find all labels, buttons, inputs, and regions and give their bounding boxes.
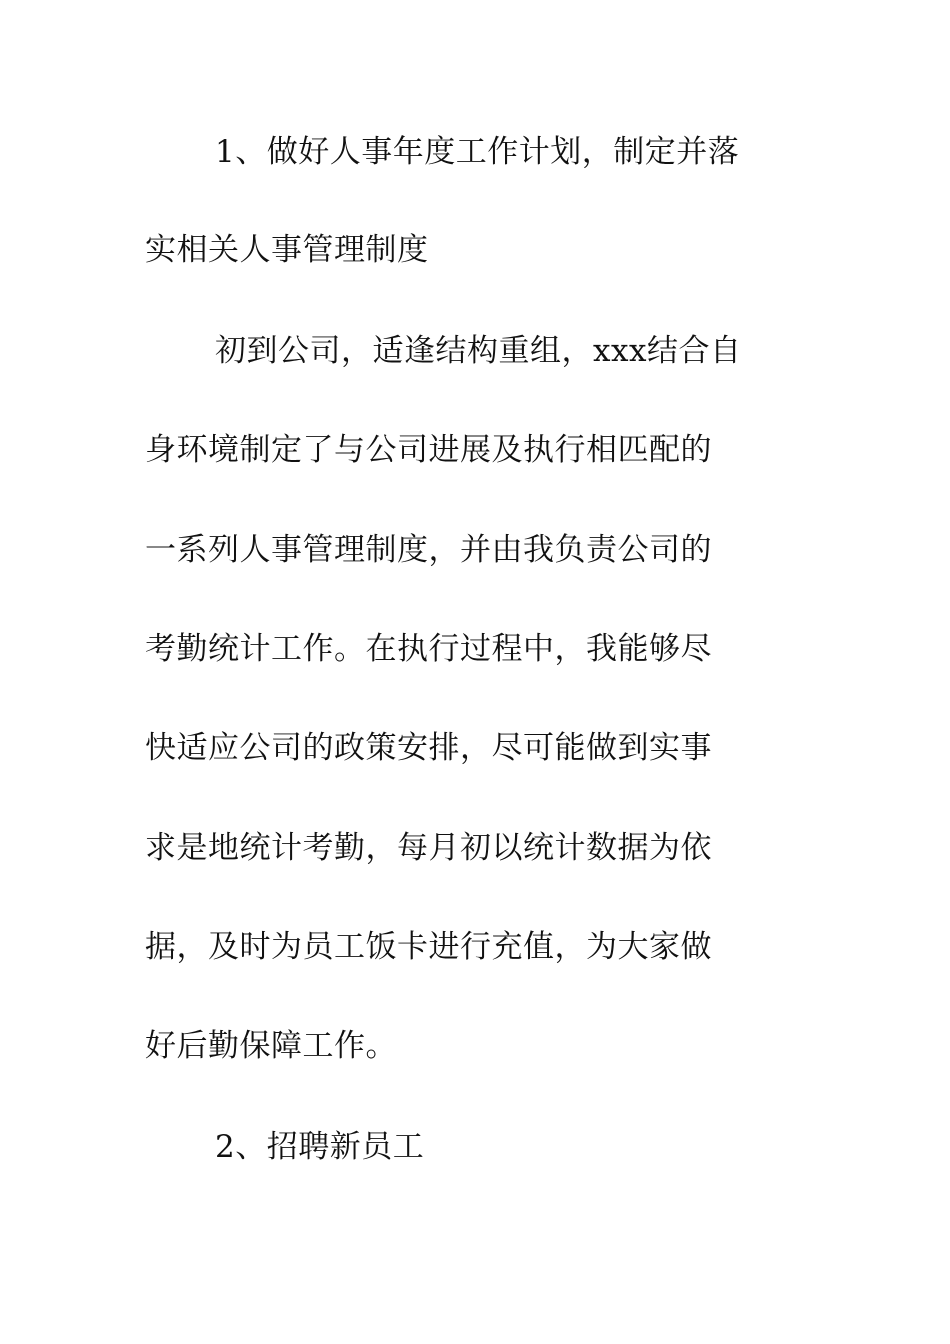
text-line: 一系列人事管理制度，并由我负责公司的	[145, 532, 712, 568]
section-heading-1: 1、做好人事年度工作计划，制定并落	[215, 134, 740, 170]
text-line: 身环境制定了与公司进展及执行相匹配的	[145, 432, 712, 468]
text-line: 考勤统计工作。在执行过程中，我能够尽	[145, 631, 712, 667]
text-line: 快适应公司的政策安排，尽可能做到实事	[145, 730, 712, 766]
text-line: 求是地统计考勤，每月初以统计数据为依	[145, 830, 712, 866]
section-heading-2: 2、招聘新员工	[215, 1129, 425, 1165]
text-line: 实相关人事管理制度	[145, 232, 429, 268]
paragraph-first-line: 初到公司，适逢结构重组，xxx结合自	[215, 333, 742, 369]
text-line: 据，及时为员工饭卡进行充值，为大家做	[145, 929, 712, 965]
text-line: 好后勤保障工作。	[145, 1028, 397, 1064]
